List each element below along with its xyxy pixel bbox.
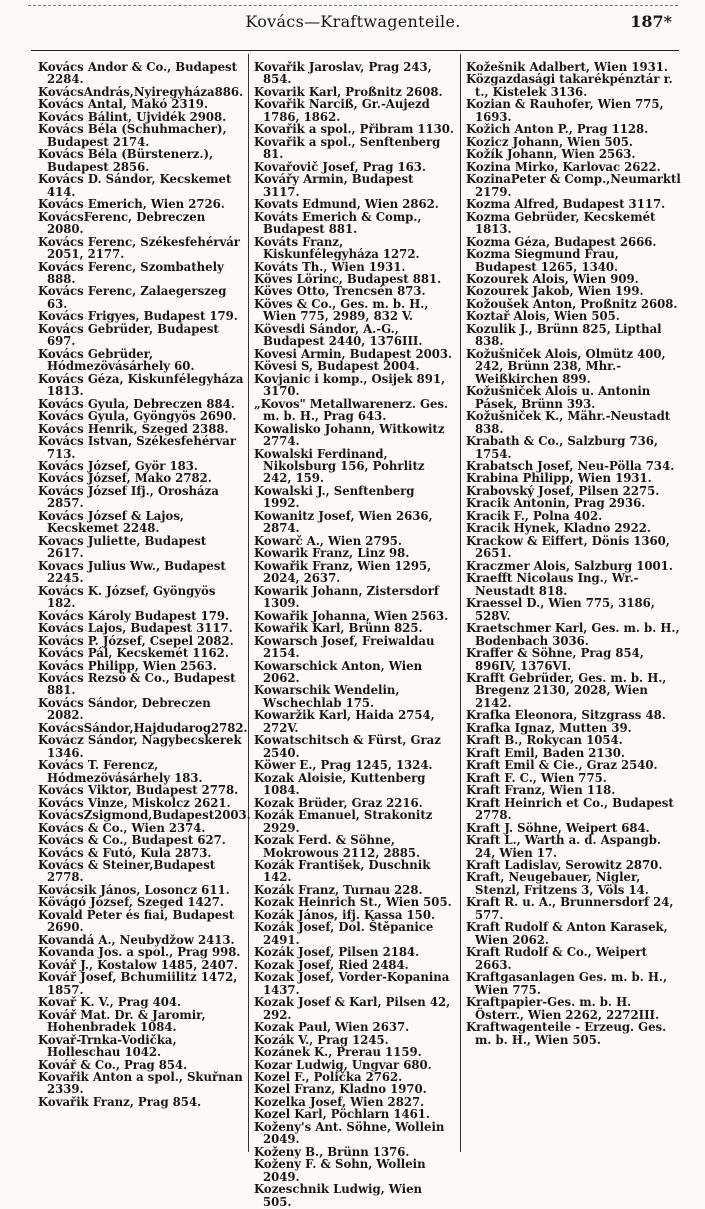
- directory-entry: Kovács P. József, Csepel 2082.: [38, 633, 234, 648]
- directory-entry: Kraessel D., Wien 775, 3186, 528V.: [466, 596, 655, 623]
- directory-entry: Kraczmer Alois, Salzburg 1001.: [466, 558, 673, 573]
- directory-entry: Kövágó József, Szeged 1427.: [38, 895, 224, 910]
- directory-entry: Kovács Béla (Bürstenerz.), Budapest 2856.: [38, 147, 214, 174]
- directory-entry: Kovács Antal, Makó 2319.: [38, 97, 209, 112]
- directory-entry: Kowařik Karl, Brünn 825.: [254, 621, 423, 636]
- directory-entry: Kraft R. u. A., Brunnersdorf 24, 577.: [466, 895, 674, 922]
- directory-entry: Kraft Rudolf & Co., Weipert 2663.: [466, 945, 648, 972]
- directory-entry: Kraft B., Rokycan 1054.: [466, 733, 623, 748]
- page-header: [28, 12, 678, 40]
- directory-entry: Kovařik a spol., Přibram 1130.: [254, 122, 454, 137]
- directory-entry: Kraft Franz, Wien 118.: [466, 783, 616, 798]
- directory-entry: Kovács Ferenc, Zalaegerszeg 63.: [38, 284, 227, 311]
- directory-entry: Kovács Emerich, Wien 2726.: [38, 197, 225, 212]
- directory-entry: Kováts Th., Wien 1931.: [254, 259, 406, 274]
- column-3: [466, 61, 682, 1151]
- directory-entry: Kowaržik Karl, Haida 2754, 272V.: [254, 708, 435, 735]
- directory-entry: Kraft J. Söhne, Weipert 684.: [466, 820, 650, 835]
- directory-entry: Krabovský Josef, Pilsen 2275.: [466, 483, 660, 498]
- directory-entry: Krabath & Co., Salzburg 736, 1754.: [466, 434, 658, 461]
- directory-entry: Kovács K. József, Gyöngyös 182.: [38, 583, 216, 611]
- directory-entry: Kovács Andor & Co., Budapest 2284.: [38, 60, 238, 87]
- directory-entry: Kowalski J., Senftenberg 1992.: [254, 483, 415, 511]
- directory-entry: Kožešnik Adalbert, Wien 1931.: [466, 60, 668, 74]
- directory-entry: Kowarik Johann, Zistersdorf 1309.: [254, 583, 439, 611]
- page-number: 187*: [630, 12, 672, 31]
- directory-entry: Kraft Heinrich et Co., Budapest 2778.: [466, 795, 674, 823]
- directory-entry: Kovács Istvan, Székesfehérvar 713.: [38, 434, 236, 461]
- directory-entry: Köves & Co., Ges. m. b. H., Wien 775, 2989, 832 V.: [254, 296, 429, 324]
- directory-entry: Kovarik Karl, Proßnitz 2608.: [254, 84, 443, 99]
- directory-entry: Kozourek Alois, Wien 909.: [466, 271, 639, 286]
- directory-entry: Kozák František, Duschnik 142.: [254, 858, 431, 885]
- directory-entry: Kowařik Franz, Wien 1295, 2024, 2637.: [254, 558, 432, 586]
- directory-entry: Krafka Eleonora, Sitzgrass 48.: [466, 708, 666, 723]
- directory-entry: Koženy F. & Sohn, Wollein 2049.: [254, 1157, 426, 1184]
- directory-entry: Kovács Rezsö & Co., Budapest 881.: [38, 670, 236, 698]
- directory-entry: Kozak Ferd. & Söhne, Mokrowous 2112, 2885.: [254, 833, 421, 860]
- directory-entry: Kozma Alfred, Budapest 3117.: [466, 197, 666, 212]
- directory-entry: KovácsAndrás,Nyiregyháza886.: [38, 84, 244, 99]
- directory-entry: Kozak Paul, Wien 2637.: [254, 1020, 410, 1035]
- directory-entry: Kozak Josef, Ried 2484.: [254, 957, 409, 972]
- directory-entry: Közgazdasági takarékpénztár r. t., Kistelek 3136.: [466, 72, 673, 99]
- directory-entry: Kovařik Franz, Prag 854.: [38, 1094, 202, 1109]
- directory-entry: Kowarik Franz, Linz 98.: [254, 546, 410, 561]
- directory-entry: Kozulik J., Brünn 825, Lipthal 838.: [466, 321, 662, 349]
- directory-entry: Kožoušek Anton, Proßnitz 2608.: [466, 296, 678, 311]
- directory-entry: Kozma Siegmund Frau, Budapest 1265, 1340.: [466, 247, 619, 274]
- directory-entry: Kozar Ludwig, Ungvar 680.: [254, 1057, 432, 1072]
- directory-entry: Kovjanic i komp., Osijek 891, 3170.: [254, 371, 446, 399]
- directory-entry: Kovács Béla (Schuhmacher), Budapest 2174.: [38, 122, 227, 149]
- directory-entry: Kovács Gyula, Debreczen 884.: [38, 396, 235, 411]
- directory-entry: Kovács Géza, Kiskunfélegyháza 1813.: [38, 371, 244, 399]
- directory-entry: Kovács Henrik, Szeged 2388.: [38, 421, 229, 436]
- directory-entry: Kracik F., Polna 402.: [466, 508, 603, 523]
- directory-entry: Kožušniček Alois, Olmütz 400, 242, Brünn 238, Mhr.-Weißkirchen 899.: [466, 346, 666, 386]
- directory-entry: Koženy B., Brünn 1376.: [254, 1144, 410, 1159]
- directory-entry: Kozak Aloisie, Kuttenberg 1084.: [254, 770, 426, 798]
- directory-entry: Kozelka Josef, Wien 2827.: [254, 1094, 425, 1109]
- directory-entry: Kovař K. V., Prag 404.: [38, 995, 182, 1010]
- directory-entry: Kovács Frigyes, Budapest 179.: [38, 309, 238, 324]
- directory-entry: KovácsFerenc, Debreczen 2080.: [38, 209, 206, 237]
- directory-entry: Kraft L., Warth a. d. Aspangb. 24, Wien 17.: [466, 833, 661, 860]
- directory-entry: Koženy's Ant. Söhne, Wollein 2049.: [254, 1119, 445, 1147]
- directory-entry: Krackow & Eiffert, Dönis 1360, 2651.: [466, 533, 670, 561]
- directory-entry: Kraffer & Söhne, Prag 854, 896IV, 1376VI.: [466, 646, 644, 673]
- directory-entry: Kovacs Julius Ww., Budapest 2245.: [38, 558, 226, 586]
- directory-entry: Kozánek K., Prerau 1159.: [254, 1045, 422, 1060]
- directory-entry: Kowatschitsch & Fürst, Graz 2540.: [254, 733, 441, 760]
- directory-entry: Krafka Ignaz, Mutten 39.: [466, 720, 632, 735]
- directory-entry: Kožušniček K., Mähr.-Neustadt 838.: [466, 409, 671, 436]
- directory-entry: Kovanda Jos. a spol., Prag 998.: [38, 945, 241, 960]
- directory-entry: Kovács & Steiner,Budapest 2778.: [38, 858, 216, 885]
- directory-entry: Kozicz Johann, Wien 505.: [466, 134, 633, 149]
- directory-entry: Kozma Gebrüder, Kecskemét 1813.: [466, 209, 656, 237]
- directory-entry: Kowalski Ferdinand, Nikolsburg 156, Pohrlitz 242, 159.: [254, 446, 425, 486]
- directory-entry: Kozák Emanuel, Strakonitz 2929.: [254, 808, 433, 835]
- directory-entry: Kraftgasanlagen Ges. m. b. H., Wien 775.: [466, 970, 668, 997]
- page-title: Kovács—Kraftwagenteile.: [245, 12, 461, 31]
- directory-entry: Kozma Géza, Budapest 2666.: [466, 234, 657, 249]
- directory-entry: Kovařik Anton a spol., Skuřnan 2339.: [38, 1069, 243, 1097]
- directory-entry: Kovács Ferenc, Székesfehérvár 2051, 2177.: [38, 234, 240, 262]
- directory-entry: Kozian & Rauhofer, Wien 775, 1693.: [466, 97, 664, 124]
- directory-entry: Kovács T. Ferencz, Hódmezövásárhely 183.: [38, 758, 203, 785]
- directory-entry: Kovács Viktor, Budapest 2778.: [38, 783, 239, 798]
- directory-entry: Kraft, Neugebauer, Nigler, Stenzl, Fritzens 3, Völs 14.: [466, 870, 649, 897]
- directory-entry: Kovář J., Kostalow 1485, 2407.: [38, 957, 238, 972]
- directory-entry: Kraft Emil & Cie., Graz 2540.: [466, 758, 658, 773]
- directory-entry: Kozák Josef, Pilsen 2184.: [254, 945, 420, 960]
- directory-entry: Kowalisko Johann, Witkowitz 2774.: [254, 421, 445, 449]
- directory-entry: KovácsSándor,Hajdudarog2782.: [38, 720, 248, 735]
- directory-entry: Kovács József, Mako 2782.: [38, 471, 212, 486]
- directory-entry: KozinaPeter & Comp.,Neumarktl 2179.: [466, 172, 681, 199]
- directory-entry: Kovařik Narciß, Gr.-Aujezd 1786, 1862.: [254, 97, 430, 124]
- directory-entry: Kraetschmer Karl, Ges. m. b. H., Bodenbach 3036.: [466, 621, 680, 648]
- directory-entry: Kovář Josef, Bchumiilitz 1472, 1857.: [38, 970, 238, 997]
- directory-entry: Kovácz Sándor, Nagybecskerek 1346.: [38, 733, 242, 760]
- directory-entry: Kozak Josef, Vorder-Kopanina 1437.: [254, 970, 450, 997]
- directory-entry: Kovář Mat. Dr. & Jaromir, Hohenbradek 1084.: [38, 1007, 206, 1035]
- directory-entry: Kovandá A., Neubydžow 2413.: [38, 932, 235, 947]
- directory-entry: Kozel Karl, Pöchlarn 1461.: [254, 1107, 430, 1122]
- directory-entry: Kozak Brüder, Graz 2216.: [254, 795, 423, 810]
- directory-entry: Kovács & Futó, Kula 2873.: [38, 845, 212, 860]
- directory-entry: Kraft Emil, Baden 2130.: [466, 745, 625, 760]
- directory-entry: Krafft Gebrüder, Ges. m. b. H., Bregenz 2130, 2028, Wien 2142.: [466, 670, 667, 710]
- directory-entry: Kovács Sándor, Debreczen 2082.: [38, 695, 211, 723]
- directory-entry: Kovácsik János, Losoncz 611.: [38, 882, 230, 897]
- directory-entry: Kožík Johann, Wien 2563.: [466, 147, 636, 162]
- column-divider-2: [460, 54, 461, 1152]
- directory-entry: Koztař Alois, Wien 505.: [466, 309, 620, 324]
- directory-entry: Kraftwagenteile - Erzeug. Ges. m. b. H., Wien 505.: [466, 1020, 667, 1047]
- directory-entry: Kozák Josef, Dol. Štěpanice 2491.: [254, 920, 434, 947]
- directory-entry: Kožich Anton P., Prag 1128.: [466, 122, 649, 137]
- directory-entry: Kovats Edmund, Wien 2862.: [254, 197, 439, 212]
- directory-entry: Kraefft Nicolaus Ing., Wr.-Neustadt 818.: [466, 571, 639, 598]
- directory-entry: Kovács Ferenc, Szombathely 888.: [38, 259, 224, 286]
- directory-entry: Kovář & Co., Prag 854.: [38, 1057, 188, 1072]
- directory-entry: Kovács Gebrüder, Hódmezövásárhely 60.: [38, 346, 195, 374]
- directory-entry: KovácsZsigmond,Budapest2003.: [38, 808, 251, 823]
- directory-entry: Kozel F., Polička 2762.: [254, 1069, 403, 1084]
- directory-entry: Kovald Peter és fiai, Budapest 2690.: [38, 907, 235, 935]
- directory-entry: Kovács Pál, Kecskemét 1162.: [38, 646, 229, 661]
- directory-entry: Kovács Vinze, Miskolcz 2621.: [38, 795, 231, 810]
- directory-entry: Kovács Gebrüder, Budapest 697.: [38, 321, 219, 349]
- directory-entry: Kowarč A., Wien 2795.: [254, 533, 402, 548]
- directory-entry: Kovács & Co., Wien 2374.: [38, 820, 206, 835]
- directory-entry: Kozel Franz, Kladno 1970.: [254, 1082, 427, 1097]
- directory-entry: Kracik Hynek, Kladno 2922.: [466, 521, 651, 536]
- directory-entry: Kowanitz Josef, Wien 2636, 2874.: [254, 508, 433, 536]
- directory-entry: Kowarschick Anton, Wien 2062.: [254, 658, 423, 685]
- top-dashed-line: [28, 5, 678, 6]
- directory-entry: „Kovos" Metallwarenerz. Ges. m. b. H., Prag 643.: [254, 396, 449, 424]
- directory-entry: Kovács József, Györ 183.: [38, 459, 198, 473]
- directory-entry: Kowařik Johanna, Wien 2563.: [254, 608, 449, 623]
- directory-entry: Kövesi S, Budapest 2004.: [254, 359, 420, 374]
- directory-entry: Kozak Josef & Karl, Pilsen 42, 292.: [254, 995, 451, 1022]
- directory-entry: Kraft F. C., Wien 775.: [466, 770, 607, 785]
- directory-entry: Kovács & Co., Budapest 627.: [38, 833, 226, 848]
- directory-entry: Kozak Heinrich St., Wien 505.: [254, 895, 452, 910]
- directory-entry: Kováts Emerich & Comp., Budapest 881.: [254, 209, 422, 237]
- directory-entry: Kovács Károly Budapest 179.: [38, 608, 230, 623]
- directory-entry: Kraft Ladislav, Serowitz 2870.: [466, 858, 663, 872]
- directory-entry: Kovács József Ifj., Orosháza 2857.: [38, 483, 219, 511]
- directory-entry: Kovács Philipp, Wien 2563.: [38, 658, 217, 673]
- directory-entry: Kováts Franz, Kiskunfélegyháza 1272.: [254, 234, 420, 262]
- directory-entry: Kozák János, ifj. Kassa 150.: [254, 907, 436, 922]
- directory-entry: Kozák Franz, Turnau 228.: [254, 882, 423, 897]
- directory-entry: Kraft Rudolf & Anton Karasek, Wien 2062.: [466, 920, 668, 947]
- directory-entry: Kovacs Juliette, Budapest 2617.: [38, 533, 207, 561]
- directory-entry: Kowarsch Josef, Freiwaldau 2154.: [254, 633, 435, 661]
- column-2: [254, 60, 454, 1209]
- directory-entry: Kowarschik Wendelin, Wschechlab 175.: [254, 683, 400, 710]
- directory-entry: Kovács Lajos, Budapest 3117.: [38, 621, 233, 636]
- directory-entry: Köves Lörinc, Budapest 881.: [254, 271, 442, 286]
- column-1: [38, 60, 251, 1151]
- directory-entry: Kovař-Trnka-Vodička, Holleschau 1042.: [38, 1032, 177, 1060]
- directory-entry: Kovařik Jaroslav, Prag 243, 854.: [254, 60, 432, 87]
- directory-entry: Kovařik a spol., Senftenberg 81.: [254, 134, 441, 162]
- directory-entry: Kovesi Armin, Budapest 2003.: [254, 346, 453, 361]
- column-divider-1: [248, 54, 249, 1152]
- directory-entry: Kozák V., Prag 1245.: [254, 1032, 389, 1047]
- directory-entry: Kožušniček Alois u. Antonin Pásek, Brünn 393.: [466, 384, 651, 411]
- directory-entry: Krabina Philipp, Wien 1931.: [466, 471, 652, 486]
- directory-entry: Kovařovič Josef, Prag 163.: [254, 159, 426, 174]
- directory-entry: Kovács József & Lajos, Kecskemet 2248.: [38, 508, 184, 536]
- directory-entry: Kozina Mirko, Karlovac 2622.: [466, 159, 661, 174]
- directory-entry: Kovács Bálint, Ujvidék 2908.: [38, 109, 227, 124]
- directory-entry: Kovács D. Sándor, Kecskemet 414.: [38, 172, 232, 199]
- directory-entry: Kövesdi Sándor, A.-G., Budapest 2440, 1376III.: [254, 321, 423, 349]
- directory-entry: Köves Otto, Trencsén 873.: [254, 284, 426, 299]
- directory-entry: Kracik Antonin, Prag 2936.: [466, 496, 646, 511]
- directory-entry: Köwer E., Prag 1245, 1324.: [254, 758, 433, 773]
- directory-entry: Kozourek Jakob, Wien 199.: [466, 284, 644, 299]
- directory-entry: Kozeschnik Ludwig, Wien 505.: [254, 1182, 423, 1209]
- directory-entry: Kovács Gyula, Gyöngyös 2690.: [38, 409, 237, 424]
- directory-entry: Krabatsch Josef, Neu-Pölla 734.: [466, 459, 675, 473]
- header-rule: [31, 50, 679, 51]
- directory-entry: Kovářy Armin, Budapest 3117.: [254, 172, 414, 199]
- directory-entry: Kraftpapier-Ges. m. b. H. Österr., Wien 2262, 2272III.: [466, 995, 660, 1022]
